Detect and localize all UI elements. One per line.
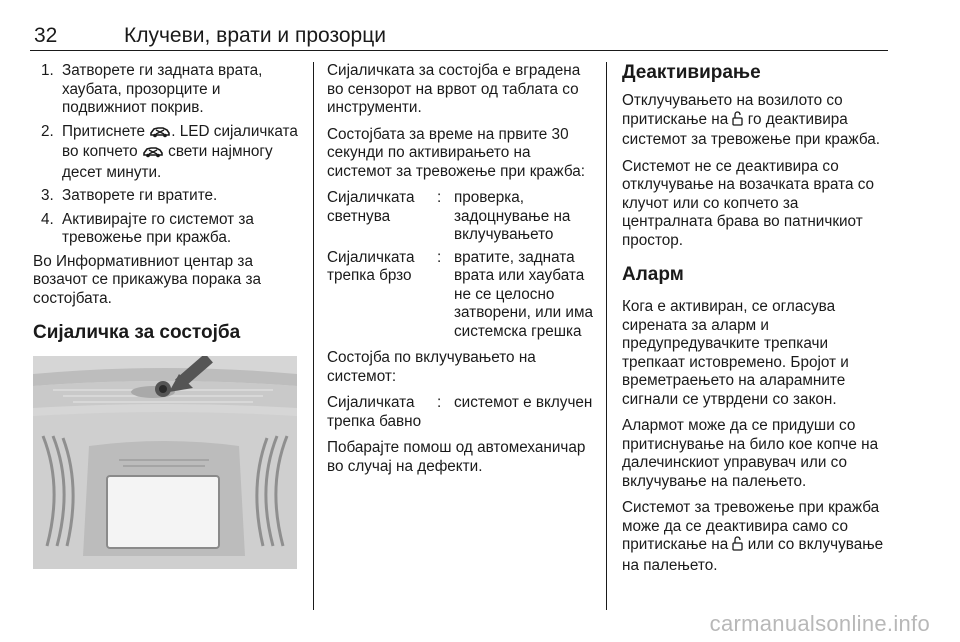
step-number: 1. — [41, 62, 54, 79]
dashboard-sensor-illustration — [33, 356, 297, 569]
step-text: Затворете ги вратите. — [62, 187, 218, 204]
status-description: проверка, задоцнување на вклучувањето — [454, 189, 571, 243]
table-row — [327, 249, 597, 342]
paragraph-text: го деактивира системот за тревожење при кражба. — [622, 110, 881, 148]
status-colon: : — [437, 394, 442, 411]
paragraph-text: Системот за тревожење при кражба може да се деактивира само со притискање на — [622, 499, 880, 553]
status-colon: : — [437, 189, 442, 206]
left-column — [33, 62, 303, 569]
alarm-paragraph-3 — [622, 499, 890, 575]
unlock-padlock-icon — [732, 536, 743, 557]
step-text: свети најмногу десет минути. — [62, 143, 273, 181]
status-state: Сијаличката трепка брзо — [327, 248, 415, 284]
status-description: вратите, задната врата или хаубата не се целосно затворени, или има системска грешка — [454, 248, 593, 340]
deactivation-heading: Деактивирање — [622, 62, 761, 83]
watermark: carmanualsonline.info — [709, 611, 930, 636]
right-column — [622, 62, 890, 583]
step-number: 4. — [41, 210, 54, 228]
deactivation-paragraph-1 — [622, 92, 890, 150]
step-number: 3. — [41, 187, 54, 204]
status-state: Сијаличката светнува — [327, 189, 415, 225]
list-item — [33, 123, 303, 183]
status-light-heading: Сијаличка за состојба — [33, 322, 241, 343]
step-text: Притиснете — [62, 122, 150, 140]
column-divider-right — [606, 62, 607, 610]
status-state: Сијаличката трепка бавно — [327, 394, 422, 430]
page-number: 32 — [34, 24, 58, 47]
paragraph-text: Отклучувањето на возилото со притискање на — [622, 92, 843, 128]
list-item — [33, 187, 303, 206]
unlock-padlock-icon — [732, 111, 743, 132]
step-text: Затворете ги задната врата, хаубата, прозорците и подвижниот покрив. — [62, 62, 263, 116]
list-item — [33, 211, 303, 248]
first-30-seconds-label: Состојбата за време на првите 30 секунди по активирањето на системот за тревожење при кражба: — [327, 125, 586, 180]
paragraph-text: или со вклучување на палењето. — [622, 536, 884, 574]
after-activation-label: Состојба по вклучувањето на системот: — [327, 349, 536, 385]
service-note: Побарајте помош од автомеханичар во случај на дефекти. — [327, 439, 586, 475]
middle-column — [327, 62, 597, 484]
info-center-text: Во Информативниот центар за возачот се прикажува порака за состојбата. — [33, 252, 262, 307]
column-divider-left — [313, 62, 314, 610]
step-text: Активирајте го системот за тревожење при кражба. — [62, 210, 254, 246]
chapter-title: Клучеви, врати и прозорци — [124, 24, 386, 47]
car-lock-icon — [142, 145, 164, 164]
status-colon: : — [437, 248, 442, 266]
page-header — [30, 22, 890, 52]
table-row — [327, 189, 597, 245]
status-table-first-30 — [327, 189, 597, 341]
step-number: 2. — [41, 122, 54, 140]
status-table-after — [327, 394, 597, 431]
status-description: системот е вклучен — [454, 394, 593, 411]
step-text: . LED сијаличката во копчето — [62, 122, 298, 160]
table-row — [327, 394, 597, 431]
alarm-heading: Аларм — [622, 264, 684, 285]
status-light-intro: Сијаличката за состојба е вградена во сензорот на врвот од таблата со инструменти. — [327, 62, 581, 116]
list-item — [33, 62, 303, 118]
alarm-paragraph-1: Кога е активиран, се огласува сирената за аларм и предупредувачките трепкачи трепкаат истовремено. Бројот и времетраењето на аларамните сигнали се утврдени со закон. — [622, 298, 849, 408]
header-divider — [30, 50, 888, 51]
alarm-paragraph-2: Алармот може да се придуши со притиснување на било кое копче на далечинскиот управувач или со вклучување на палењето. — [622, 417, 879, 490]
car-lock-icon — [149, 125, 171, 144]
procedure-steps — [33, 62, 303, 248]
deactivation-paragraph-2: Системот не се деактивира со отклучување на возачката врата со клучот или со копчето за централната брава во патничкиот простор. — [622, 157, 875, 249]
